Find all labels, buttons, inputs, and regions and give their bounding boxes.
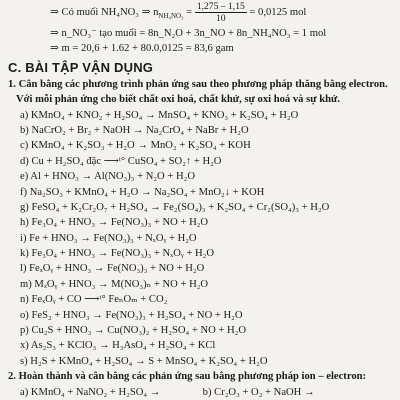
fraction-numerator: 1,275 – 1,15 — [196, 1, 245, 13]
task2-title: 2. Hoàn thành và cân bằng các phản ứng sau bằng phương pháp ion – electron: — [8, 371, 367, 383]
fraction-denominator: 10 — [216, 13, 226, 25]
calc-prefix: ⇒ Có muối NH₄NO₃ ⇒ n — [50, 7, 159, 18]
nitrate-salt-line: ⇒ n_NO₃⁻ tạo muối = 8n_N₂O + 3n_NO + 8n_NH₄NO₃ = 1 mol — [50, 28, 327, 39]
equation-m: m) MₓOᵧ + HNO₃ → M(NO₃)ₙ + NO + H₂O — [20, 278, 209, 290]
equation-x: x) As₂S₃ + KClO₃ → H₃AsO₄ + H₂SO₄ + KCl — [20, 340, 216, 352]
equation-p: p) Cu₂S + HNO₃ → Cu(NO₃)₂ + H₂SO₄ + NO + H₂O — [20, 325, 247, 337]
calc-result: = 0,0125 mol — [246, 7, 307, 18]
fraction — [195, 1, 247, 24]
equation-s: s) H₂S + KMnO₄ + H₂SO₄ → S + MnSO₄ + K₂SO₄ + H₂O — [20, 355, 268, 367]
equation-f: f) Na₂SO₃ + KMnO₄ + H₂O → Na₂SO₄ + MnO₂↓ + KOH — [20, 186, 265, 198]
equation-o: o) FeS₂ + HNO₃ → Fe(NO₃)₃ + H₂SO₄ + NO + H₂O — [20, 309, 243, 321]
section-heading: C. BÀI TẬP VẬN DỤNG — [8, 59, 154, 75]
equation-h: h) Fe₃O₄ + HNO₃ → Fe(NO₃)₃ + NO + H₂O — [20, 217, 209, 229]
equation-g: g) FeSO₄ + K₂Cr₂O₇ + H₂SO₄ → Fe₂(SO₄)₃ + K₂SO₄ + Cr₂(SO₄)₃ + H₂O — [20, 201, 330, 213]
mass-result-line: ⇒ m = 20,6 + 1.62 + 80.0,0125 = 83,6 gam — [50, 43, 234, 55]
task2-partial-line: a) KMnO₄ + NaNO₂ + H₂SO₄ → b) Cr₂O₃ + O₂ + NaOH → — [20, 386, 315, 398]
calc-subscript: NH₄NO₃ — [158, 12, 184, 21]
calc-equals: = — [183, 7, 195, 18]
mole-calculation-line — [8, 0, 394, 26]
equation-b: b) NaCrO₂ + Br₂ + NaOH → Na₂CrO₄ + NaBr + H₂O — [20, 124, 249, 136]
task1-subtitle: Với mỗi phản ứng cho biết chất oxi hoá, chất khử, sự oxi hoá và sự khử. — [16, 94, 341, 106]
equation-k: k) Fe₃O₄ + HNO₃ → Fe(NO₃)₃ + NₓOᵧ + H₂O — [20, 248, 214, 260]
equation-c: c) KMnO₄ + K₂SO₃ + H₂O → MnO₂ + K₂SO₄ + KOH — [20, 140, 251, 152]
equation-n: n) FeₓOᵧ + CO ⟶ᵗ° FeₙOₘ + CO₂ — [20, 294, 168, 306]
equation-i: i) Fe + HNO₃ → Fe(NO₃)₃ + NₓOᵧ + H₂O — [20, 232, 197, 244]
equation-e: e) Al + HNO₃ → Al(NO₃)₃ + N₂O + H₂O — [20, 171, 195, 183]
task1-title: 1. Cân bằng các phương trình phản ứng sau theo phương pháp thăng bằng electron. — [8, 78, 388, 90]
equation-l: l) FeₓOᵧ + HNO₃ → Fe(NO₃)₃ + NO + H₂O — [20, 263, 205, 275]
equation-d: d) Cu + H₂SO₄ đặc ⟶ᵗ° CuSO₄ + SO₂↑ + H₂O — [20, 155, 222, 167]
equation-a: a) KMnO₄ + KNO₂ + H₂SO₄ → MnSO₄ + KNO₃ + K₂SO₄ + H₂O — [20, 109, 299, 121]
